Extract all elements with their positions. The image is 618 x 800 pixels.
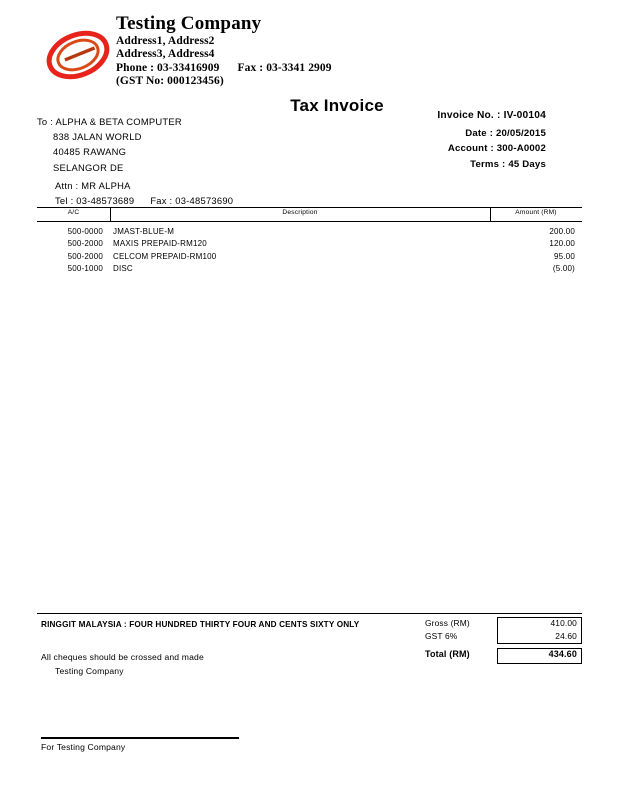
company-phone: Phone : 03-33416909 (116, 61, 220, 74)
cheque-instructions (41, 650, 411, 678)
table-header-row (37, 207, 582, 222)
cell-description: DISC (113, 264, 133, 274)
cell-amount: 95.00 (553, 251, 575, 261)
company-address-line-1: Address1, Address2 (116, 35, 215, 47)
column-header-ac: A/C (67, 209, 80, 216)
cell-amount: 200.00 (549, 227, 575, 236)
invoice-terms: Terms : 45 Days (470, 158, 546, 170)
company-address-line-2: Address3, Address4 (116, 48, 215, 61)
gross-value: 410.00 (550, 618, 577, 628)
totals-row-total (425, 649, 582, 662)
table-row (37, 264, 582, 276)
invoice-account: Account : 300-A0002 (447, 143, 546, 155)
amount-in-words: RINGGIT MALAYSIA : FOUR HUNDRED THIRTY FOUR AND CENTS SIXTY ONLY (41, 620, 360, 629)
line-items-table (37, 207, 582, 277)
cell-ac: 500-1000 (67, 264, 103, 274)
totals-row-gross (425, 618, 582, 631)
invoice-meta (306, 108, 546, 172)
document-title: Tax Invoice (290, 96, 384, 115)
gst-value: 24.60 (555, 631, 577, 642)
letterhead (44, 12, 564, 98)
company-gst-number: (GST No: 000123456) (116, 75, 224, 88)
total-value: 434.60 (548, 648, 577, 659)
bill-to-block (37, 114, 337, 175)
table-body (37, 222, 582, 277)
contact-attention: Attn : MR ALPHA (55, 180, 131, 191)
signature-line (41, 737, 239, 739)
invoice-number: Invoice No. : IV-00104 (437, 110, 546, 121)
column-header-amount: Amount (RM) (515, 209, 557, 216)
total-label: Total (RM) (425, 648, 470, 659)
gst-label: GST 6% (425, 631, 458, 642)
company-name: Testing Company (116, 13, 262, 34)
contact-tel: Tel : 03-48573689 (55, 194, 135, 206)
footer-divider (37, 613, 582, 614)
cell-description: CELCOM PREPAID-RM100 (113, 251, 217, 261)
cell-description: JMAST-BLUE-M (113, 227, 175, 236)
totals-summary (425, 618, 582, 662)
bill-to-name: To : ALPHA & BETA COMPUTER (37, 116, 182, 127)
contact-fax: Fax : 03-48573690 (150, 194, 234, 206)
company-fax: Fax : 03-3341 2909 (237, 61, 332, 74)
table-row (37, 252, 582, 264)
contact-tel-fax (37, 194, 357, 209)
cell-description: MAXIS PREPAID-RM120 (113, 239, 207, 249)
bill-to-city: 40485 RAWANG (53, 146, 127, 158)
totals-row-gst (425, 631, 582, 644)
company-logo (44, 16, 112, 94)
bill-to-street: 838 JALAN WORLD (53, 131, 142, 143)
bill-to-state: SELANGOR DE (53, 161, 124, 173)
table-row (37, 239, 582, 251)
table-row (37, 227, 582, 239)
cheque-note-payee: Testing Company (55, 666, 124, 676)
signature-label: For Testing Company (41, 742, 126, 752)
invoice-date: Date : 20/05/2015 (465, 127, 546, 139)
column-header-description: Description (282, 209, 318, 216)
bill-to-contact (37, 179, 357, 208)
cell-amount: (5.00) (552, 264, 575, 274)
cheque-note-line-1: All cheques should be crossed and made (41, 652, 204, 662)
cell-ac: 500-2000 (67, 251, 103, 261)
company-phone-fax (116, 62, 546, 75)
company-info (116, 12, 546, 89)
gross-label: Gross (RM) (425, 618, 470, 628)
cell-ac: 500-0000 (67, 227, 103, 236)
cell-ac: 500-2000 (67, 239, 103, 249)
cell-amount: 120.00 (549, 239, 575, 249)
stylized-e-logo-icon (44, 16, 112, 94)
